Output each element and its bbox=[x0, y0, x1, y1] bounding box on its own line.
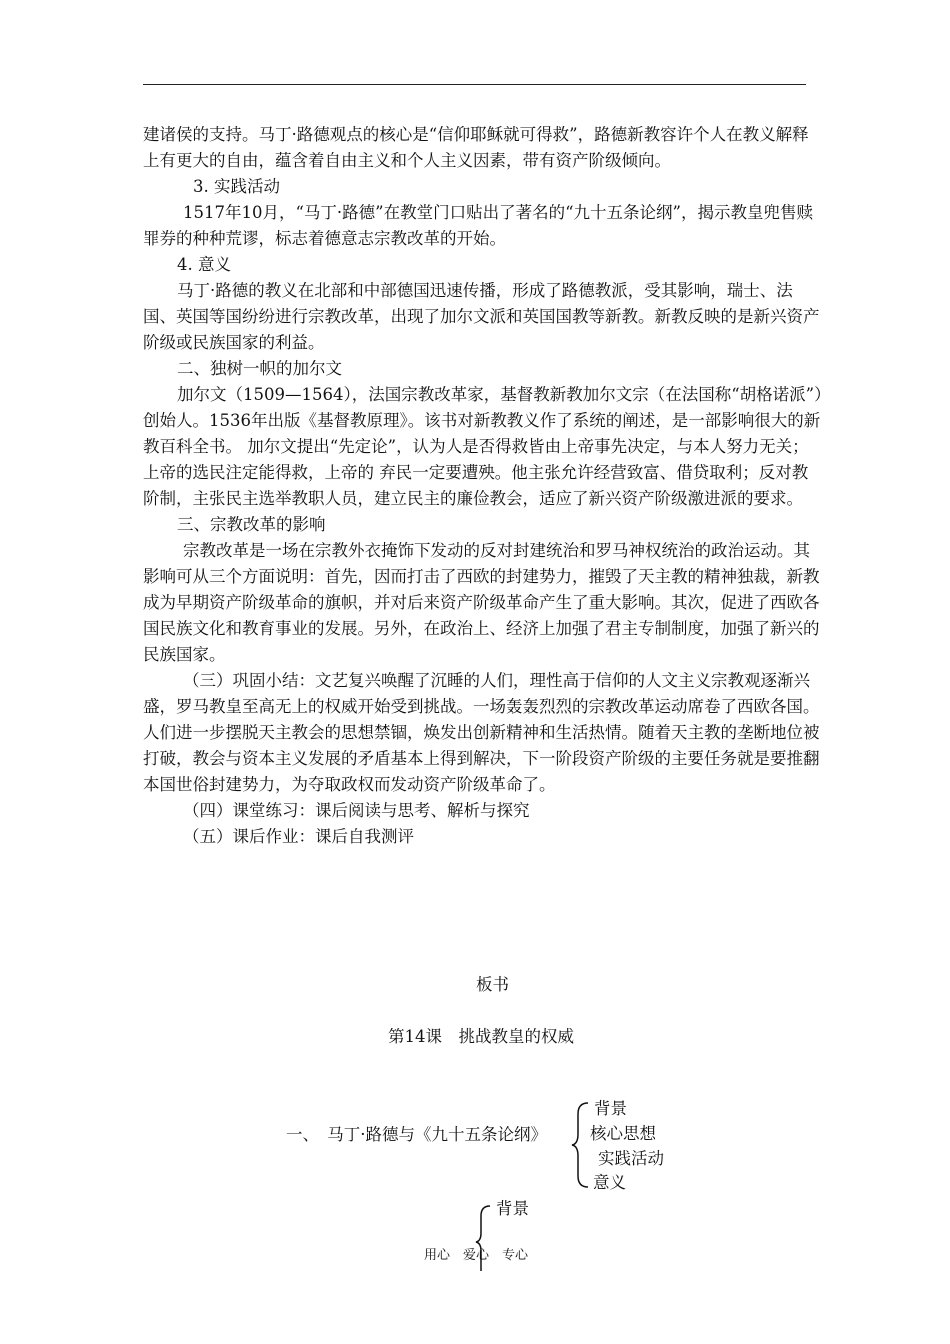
heading-practice: 3. 实践活动 bbox=[193, 177, 280, 196]
header-rule bbox=[143, 84, 806, 85]
paragraph-significance: 马丁·路德的教义在北部和中部德国迅速传播，形成了路德教派，受其影响，瑞士、法国、英国等国纷纷进行宗教改革，出现了加尔文派和英国国教等新教。新教反映的是新兴资产阶级或民族国家的利益。 bbox=[143, 281, 820, 352]
heading-calvin: 二、独树一帜的加尔文 bbox=[177, 359, 342, 378]
paragraph-practice: 1517年10月，“马丁·路德”在教堂门口贴出了著名的“九十五条论纲”，揭示教皇兜售赎罪券的种种荒谬，标志着德意志宗教改革的开始。 bbox=[143, 203, 813, 248]
paragraph-summary: （三）巩固小结：文艺复兴唤醒了沉睡的人们，理性高于信仰的人文主义宗教观逐渐兴盛，罗马教皇至高无上的权威开始受到挑战。一场轰轰烈烈的宗教改革运动席卷了西欧各国。人们进一步摆脱天主教会的思想禁锢，焕发出创新精神和生活热情。随着天主教的垄断地位被打破，教会与资本主义发展的矛盾基本上得到解决，下一阶段资产阶级的主要任务就是要推翻本国世俗封建势力，为夺取政权而发动资产阶级革命了。 bbox=[143, 671, 820, 794]
document-body bbox=[143, 122, 823, 850]
board-item-significance: 意义 bbox=[593, 1173, 626, 1192]
heading-significance: 4. 意义 bbox=[177, 255, 231, 274]
board-heading: 板书 bbox=[476, 975, 509, 994]
board-item-background: 背景 bbox=[594, 1099, 627, 1118]
board-section-1-label: 一、 马丁·路德与《九十五条论纲》 bbox=[286, 1125, 547, 1144]
lesson-title: 第14课 挑战教皇的权威 bbox=[388, 1027, 574, 1046]
paragraph-homework: （五）课后作业：课后自我测评 bbox=[183, 827, 414, 846]
paragraph-exercise: （四）课堂练习：课后阅读与思考、解析与探究 bbox=[183, 801, 530, 820]
board-section-2-item-background: 背景 bbox=[496, 1199, 529, 1218]
footer-motto: 用心 爱心 专心 bbox=[424, 1248, 529, 1263]
board-item-core-idea: 核心思想 bbox=[590, 1124, 656, 1143]
paragraph-calvin: 加尔文（1509—1564），法国宗教改革家，基督教新教加尔文宗（在法国称“胡格诺派”）创始人。1536年出版《基督教原理》。该书对新教教义作了系统的阐述，是一部影响很大的新教百科全书。 加尔文提出“先定论”，认为人是否得救皆由上帝事先决定，与本人努力无关；上帝的选民注定能得救，上帝的 弃民一定要遭殃。他主张允许经营致富、借贷取利；反对教阶制，主张民主选举教职人员，建立民主的廉俭教会，适应了新兴资产阶级激进派的要求。 bbox=[143, 385, 823, 508]
brace-1-icon bbox=[570, 1100, 592, 1190]
paragraph-influence: 宗教改革是一场在宗教外衣掩饰下发动的反对封建统治和罗马神权统治的政治运动。其影响可从三个方面说明：首先，因而打击了西欧的封建势力，摧毁了天主教的精神独裁，新教成为早期资产阶级革命的旗帜，并对后来资产阶级革命产生了重大影响。其次，促进了西欧各国民族文化和教育事业的发展。另外，在政治上、经济上加强了君主专制制度，加强了新兴的民族国家。 bbox=[143, 541, 820, 664]
board-item-practice: 实践活动 bbox=[598, 1149, 664, 1168]
paragraph-luther-core: 建诸侯的支持。马丁·路德观点的核心是“信仰耶稣就可得救”，路德新教容许个人在教义解释上有更大的自由，蕴含着自由主义和个人主义因素，带有资产阶级倾向。 bbox=[143, 125, 809, 170]
heading-influence: 三、宗教改革的影响 bbox=[177, 515, 326, 534]
